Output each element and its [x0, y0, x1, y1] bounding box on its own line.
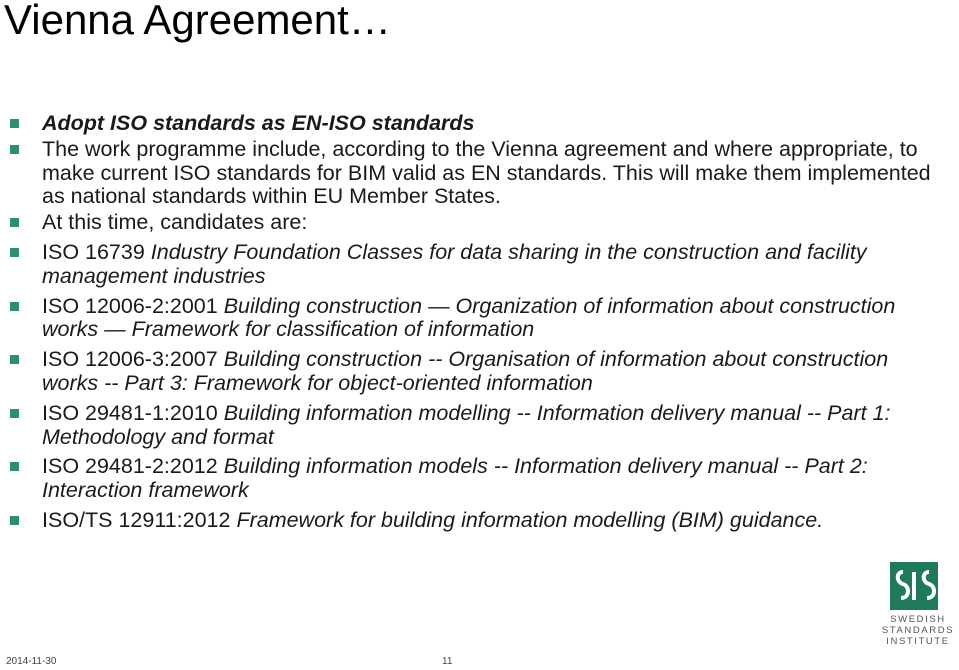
- bullet-lead: Adopt ISO standards as EN-ISO standards: [42, 111, 475, 135]
- square-bullet-icon: [10, 355, 19, 364]
- sis-logo-icon: [890, 562, 938, 610]
- standard-name: Building construction — Organization of information about construction works — Framework for classification of information: [42, 293, 896, 342]
- bullet-list: [10, 112, 945, 539]
- standard-code: ISO 16739: [42, 239, 145, 264]
- standard-name: Building information modelling -- Information delivery manual -- Part 1: Methodology and format: [42, 400, 891, 449]
- standard-code: ISO 12006-2:2001: [42, 293, 218, 318]
- page-number: 11: [442, 656, 453, 667]
- square-bullet-icon: [10, 119, 19, 128]
- logo-wordmark: [878, 614, 958, 647]
- logo-line: STANDARDS: [881, 625, 955, 636]
- standard-name: Building construction -- Organisation of information about construction works -- Part 3: Framework for object-oriented information: [42, 347, 889, 395]
- square-bullet-icon: [10, 462, 19, 471]
- bullet-text: At this time, candidates are:: [42, 210, 308, 235]
- square-bullet-icon: [10, 409, 19, 418]
- square-bullet-icon: [10, 248, 19, 257]
- sis-logo: [878, 562, 958, 647]
- square-bullet-icon: [10, 302, 19, 311]
- square-bullet-icon: [10, 145, 19, 154]
- square-bullet-icon: [10, 218, 19, 227]
- list-item: [10, 211, 945, 235]
- standard-code: ISO/TS 12911:2012: [42, 507, 231, 532]
- list-item: [10, 112, 945, 136]
- logo-line: INSTITUTE: [886, 636, 950, 647]
- list-item: [10, 241, 945, 289]
- standard-code: ISO 12006-3:2007: [42, 347, 218, 372]
- list-item: [10, 138, 945, 209]
- standard-code: ISO 29481-2:2012: [42, 454, 218, 479]
- list-item: [10, 348, 945, 396]
- list-item: [10, 295, 945, 343]
- footer-date: 2014-11-30: [6, 656, 57, 667]
- list-item: [10, 455, 945, 503]
- standard-name: Building information models -- Information delivery manual -- Part 2: Interaction framework: [42, 454, 868, 503]
- standard-name: Industry Foundation Classes for data sharing in the construction and facility management industries: [42, 239, 867, 288]
- square-bullet-icon: [10, 516, 19, 525]
- standard-code: ISO 29481-1:2010: [42, 400, 218, 425]
- slide-title: Vienna Agreement…: [4, 0, 391, 43]
- standard-name: Framework for building information modelling (BIM) guidance.: [236, 507, 824, 532]
- bullet-text: The work programme include, according to the Vienna agreement and where appropriate, to make current ISO standards for BIM valid as EN standards. This will make them implemented as national standards within EU Member States.: [42, 136, 931, 209]
- list-item: [10, 402, 945, 450]
- logo-line: SWEDISH: [890, 614, 946, 625]
- list-item: [10, 509, 945, 533]
